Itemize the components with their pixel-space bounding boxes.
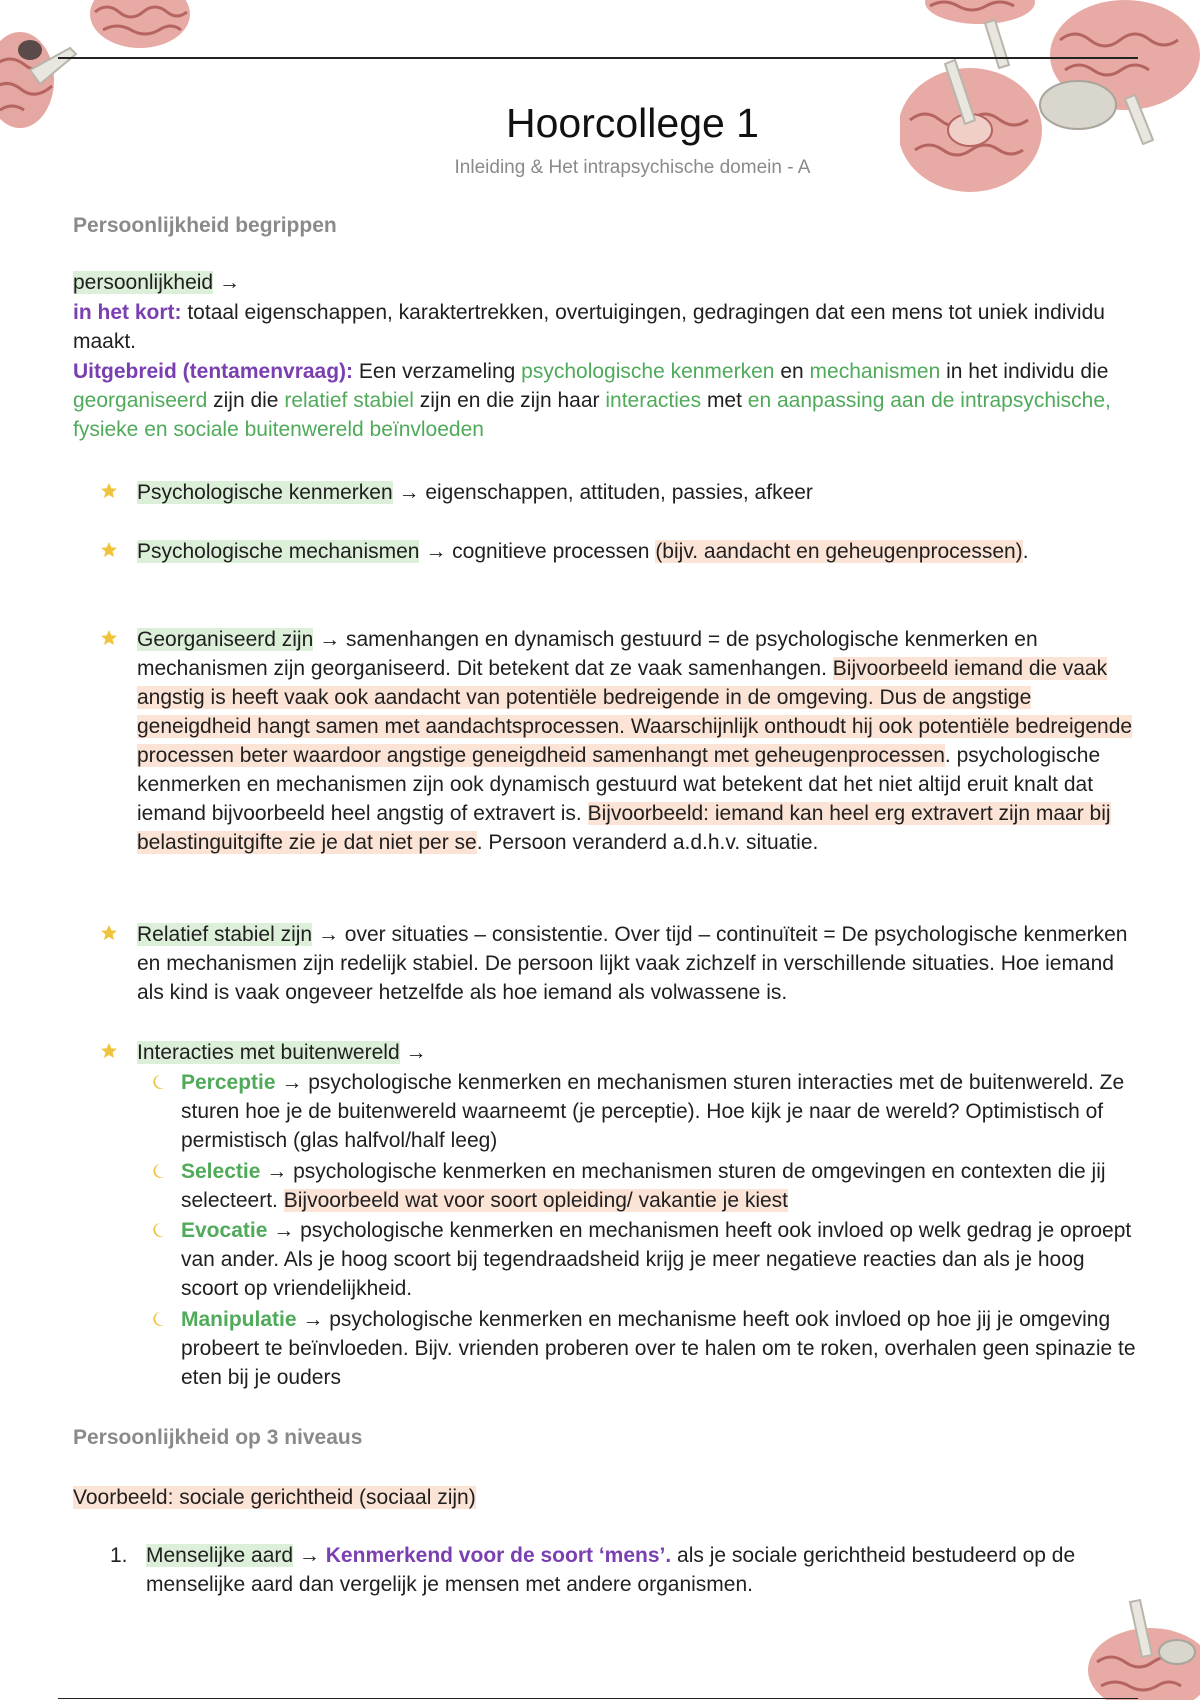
sub-item xyxy=(181,1068,1141,1155)
item-bold: Kenmerkend voor de soort ‘mens’. xyxy=(325,1544,672,1567)
item-term: Interacties met buitenwereld xyxy=(137,1041,400,1064)
sub-text: psychologische kenmerken en mechanismen sturen de omgevingen en contexten die jij selecteert. xyxy=(181,1160,1106,1212)
item-term: Relatief stabiel zijn xyxy=(137,923,313,946)
sub-term: Selectie xyxy=(181,1160,261,1183)
item-text: cognitieve processen xyxy=(452,540,650,563)
long-part-highlight: mechanismen xyxy=(809,360,941,383)
sub-term: Manipulatie xyxy=(181,1308,297,1331)
sub-item xyxy=(181,1157,1141,1215)
sub-term: Evocatie xyxy=(181,1219,268,1242)
sub-term: Perceptie xyxy=(181,1071,276,1094)
long-part: met xyxy=(706,389,742,412)
long-part: zijn die xyxy=(213,389,279,412)
arrow-icon: → xyxy=(398,481,420,504)
bullet-item xyxy=(137,537,1137,566)
star-icon xyxy=(99,1041,119,1061)
item-highlight: Bijvoorbeeld iemand die vaak angstig is heeft vaak ook aandacht van potentiële bedreigende in de omgeving. Dus de angstige geneigdheid hangt samen met aandachtsprocessen. Waarschijnlijk onthoudt hij ook potentiële bedreigende processen beter waardoor angstige geneigdheid samenhangt met geheugenprocessen xyxy=(137,657,1133,767)
item-term: Menselijke aard xyxy=(146,1544,294,1567)
brain-illustration-top-center xyxy=(85,0,195,50)
item-term: Psychologische kenmerken xyxy=(137,481,393,504)
crescent-icon xyxy=(151,1222,165,1238)
page-subtitle: Inleiding & Het intrapsychische domein - A xyxy=(454,157,811,178)
example-line xyxy=(73,1483,1133,1512)
crescent-icon xyxy=(151,1074,165,1090)
item-text: . psychologische kenmerken en mechanismen zijn ook dynamisch gestuurd wat betekent dat het niet altijd eruit knalt dat iemand bijvoorbeeld heel angstig of extravert is. xyxy=(137,744,1101,825)
bottom-rule xyxy=(58,1698,1138,1699)
long-part: in het individu die xyxy=(946,360,1109,383)
long-definition xyxy=(73,357,1133,444)
sub-item xyxy=(181,1216,1141,1303)
long-part: en xyxy=(780,360,804,383)
sub-item xyxy=(181,1305,1141,1392)
example-text: Voorbeeld: sociale gerichtheid (sociaal zijn) xyxy=(73,1486,476,1509)
bullet-item xyxy=(137,920,1137,1007)
sub-highlight: Bijvoorbeeld wat voor soort opleiding/ vakantie je kiest xyxy=(283,1189,789,1212)
numbered-item xyxy=(110,1541,1136,1599)
sub-text: psychologische kenmerken en mechanismen sturen interacties met de buitenwereld. Ze sturen hoe je de buitenwereld waarneemt (je perceptie). Hoe kijk je naar de wereld? Optimistisch of permistisch (glas halfvol/half leeg) xyxy=(181,1071,1125,1152)
long-part: Een verzameling xyxy=(358,360,516,383)
long-part-highlight: beïnvloeden xyxy=(369,418,484,441)
short-text: totaal eigenschappen, karaktertrekken, overtuigingen, gedragingen dat een mens tot uniek individu maakt. xyxy=(73,301,1105,353)
top-rule xyxy=(58,57,1138,59)
arrow-icon: → xyxy=(298,1544,320,1567)
item-highlight: (bijv. aandacht en geheugenprocessen) xyxy=(655,540,1023,563)
item-text: samenhangen en dynamisch gestuurd = de psychologische kenmerken en mechanismen zijn georganiseerd. Dit betekent dat ze vaak samenhangen. xyxy=(137,628,1038,680)
crescent-icon xyxy=(151,1311,165,1327)
long-part-highlight: interacties xyxy=(605,389,702,412)
arrow-icon: → xyxy=(266,1160,288,1183)
long-part-highlight: georganiseerd xyxy=(73,389,208,412)
arrow-icon: → xyxy=(317,923,339,946)
brain-illustration-bottom-right xyxy=(1085,1590,1200,1700)
term-persoonlijkheid: persoonlijkheid xyxy=(73,271,214,294)
star-icon xyxy=(99,481,119,501)
long-label: Uitgebreid (tentamenvraag): xyxy=(73,360,354,383)
page-title: Hoorcollege 1 xyxy=(506,100,759,146)
arrow-icon: → xyxy=(281,1071,303,1094)
arrow-icon: → xyxy=(319,628,341,651)
item-term: Georganiseerd zijn xyxy=(137,628,314,651)
arrow-icon: → xyxy=(302,1308,324,1331)
item-tail: . xyxy=(1022,540,1029,563)
bullet-item xyxy=(137,1038,1137,1067)
short-label: in het kort: xyxy=(73,301,182,324)
arrow-icon: → xyxy=(273,1219,295,1242)
item-tail: . Persoon veranderd a.d.h.v. situatie. xyxy=(476,831,819,854)
item-text: als je sociale gerichtheid bestudeerd op de menselijke aard dan vergelijk je mensen met andere organismen. xyxy=(146,1544,1076,1596)
long-part-highlight: psychologische kenmerken xyxy=(521,360,775,383)
item-text: eigenschappen, attituden, passies, afkeer xyxy=(425,481,813,504)
term-line xyxy=(73,268,1133,297)
section-heading-begrippen: Persoonlijkheid begrippen xyxy=(73,214,337,237)
arrow-icon: → xyxy=(218,271,240,294)
star-icon xyxy=(99,628,119,648)
long-part-highlight: relatief stabiel xyxy=(284,389,414,412)
star-icon xyxy=(99,540,119,560)
sub-text: psychologische kenmerken en mechanismen heeft ook invloed op welk gedrag je oproept van ander. Als je hoog scoort bij tegendraadsheid krijg je meer negatieve reacties dan als je hoog scoort op vriendelijkheid. xyxy=(181,1219,1132,1300)
list-number: 1. xyxy=(110,1544,128,1567)
bullet-item xyxy=(137,625,1137,857)
sub-text: psychologische kenmerken en mechanisme heeft ook invloed op hoe jij je omgeving probeert te beïnvloeden. Bijv. vrienden proberen over te halen om te roken, overhalen geen spinazie te eten bij je ouders xyxy=(181,1308,1136,1389)
short-definition xyxy=(73,298,1133,356)
bullet-item xyxy=(137,478,1137,507)
long-part: zijn en die zijn haar xyxy=(419,389,600,412)
long-part-highlight: en aanpassing aan de intrapsychische, fysieke en sociale buitenwereld xyxy=(73,389,1111,441)
arrow-icon: → xyxy=(405,1041,427,1064)
crescent-icon xyxy=(151,1163,165,1179)
item-term: Psychologische mechanismen xyxy=(137,540,420,563)
arrow-icon: → xyxy=(425,540,447,563)
star-icon xyxy=(99,923,119,943)
item-text: over situaties – consistentie. Over tijd – continuïteit = De psychologische kenmerken en mechanismen zijn redelijk stabiel. De persoon lijkt vaak zichzelf in verschillende situaties. Hoe iemand als kind is vaak ongeveer hetzelfde als hoe iemand als volwassene is. xyxy=(137,923,1128,1004)
item-highlight: Bijvoorbeeld: iemand kan heel erg extravert zijn maar bij belastinguitgifte zie je dat niet per se xyxy=(137,802,1111,854)
section-heading-niveaus: Persoonlijkheid op 3 niveaus xyxy=(73,1426,363,1449)
